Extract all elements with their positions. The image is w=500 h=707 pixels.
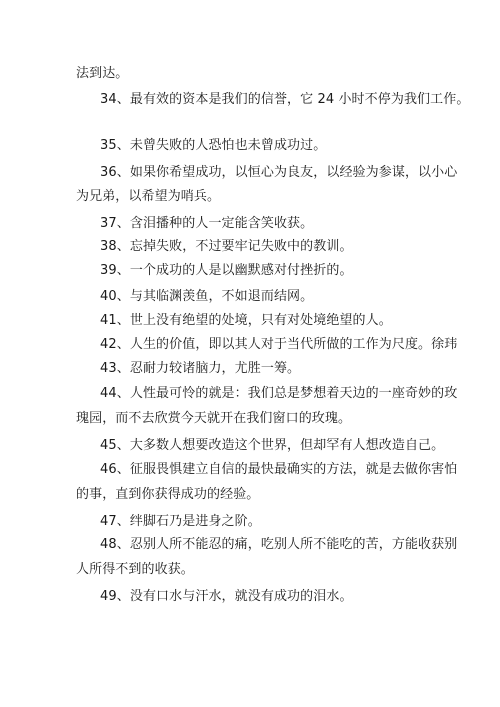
intro-line: 法到达。 <box>76 66 129 81</box>
list-item-46-cont: 的事，直到你获得成功的经验。 <box>76 487 260 502</box>
list-item-36: 36、如果你希望成功，以恒心为良友，以经验为参谋，以小心 <box>100 165 458 180</box>
list-item-36-cont: 为兄弟，以希望为哨兵。 <box>76 189 221 204</box>
list-item-49: 49、没有口水与汗水，就没有成功的泪水。 <box>100 589 353 604</box>
list-item-46: 46、征服畏惧建立自信的最快最确实的方法，就是去做你害怕 <box>100 462 458 477</box>
list-item-40: 40、与其临渊羡鱼，不如退而结网。 <box>100 289 314 304</box>
list-item-35: 35、未曾失败的人恐怕也未曾成功过。 <box>100 138 327 153</box>
list-item-34: 34、最有效的资本是我们的信誉，它 24 小时不停为我们工作。 <box>100 92 470 107</box>
list-item-39: 39、一个成功的人是以幽默感对付挫折的。 <box>100 263 353 278</box>
list-item-42: 42、人生的价值，即以其人对于当代所做的工作为尺度。徐玮 <box>100 337 458 352</box>
list-item-48: 48、忍别人所不能忍的痛，吃别人所不能吃的苦，方能收获别 <box>100 537 458 552</box>
list-item-47: 47、绊脚石乃是进身之阶。 <box>100 514 261 529</box>
list-item-45: 45、大多数人想要改造这个世界，但却罕有人想改造自己。 <box>100 438 445 453</box>
list-item-44-cont: 瑰园，而不去欣赏今天就开在我们窗口的玫瑰。 <box>76 411 352 426</box>
list-item-44: 44、人性最可怜的就是：我们总是梦想着天边的一座奇妙的玫 <box>100 386 458 401</box>
list-item-38: 38、忘掉失败，不过要牢记失败中的教训。 <box>100 239 353 254</box>
list-item-43: 43、忍耐力较诸脑力，尤胜一筹。 <box>100 361 301 376</box>
list-item-37: 37、含泪播种的人一定能含笑收获。 <box>100 216 314 231</box>
list-item-41: 41、世上没有绝望的处境，只有对处境绝望的人。 <box>100 313 392 328</box>
list-item-48-cont: 人所得不到的收获。 <box>76 562 194 577</box>
